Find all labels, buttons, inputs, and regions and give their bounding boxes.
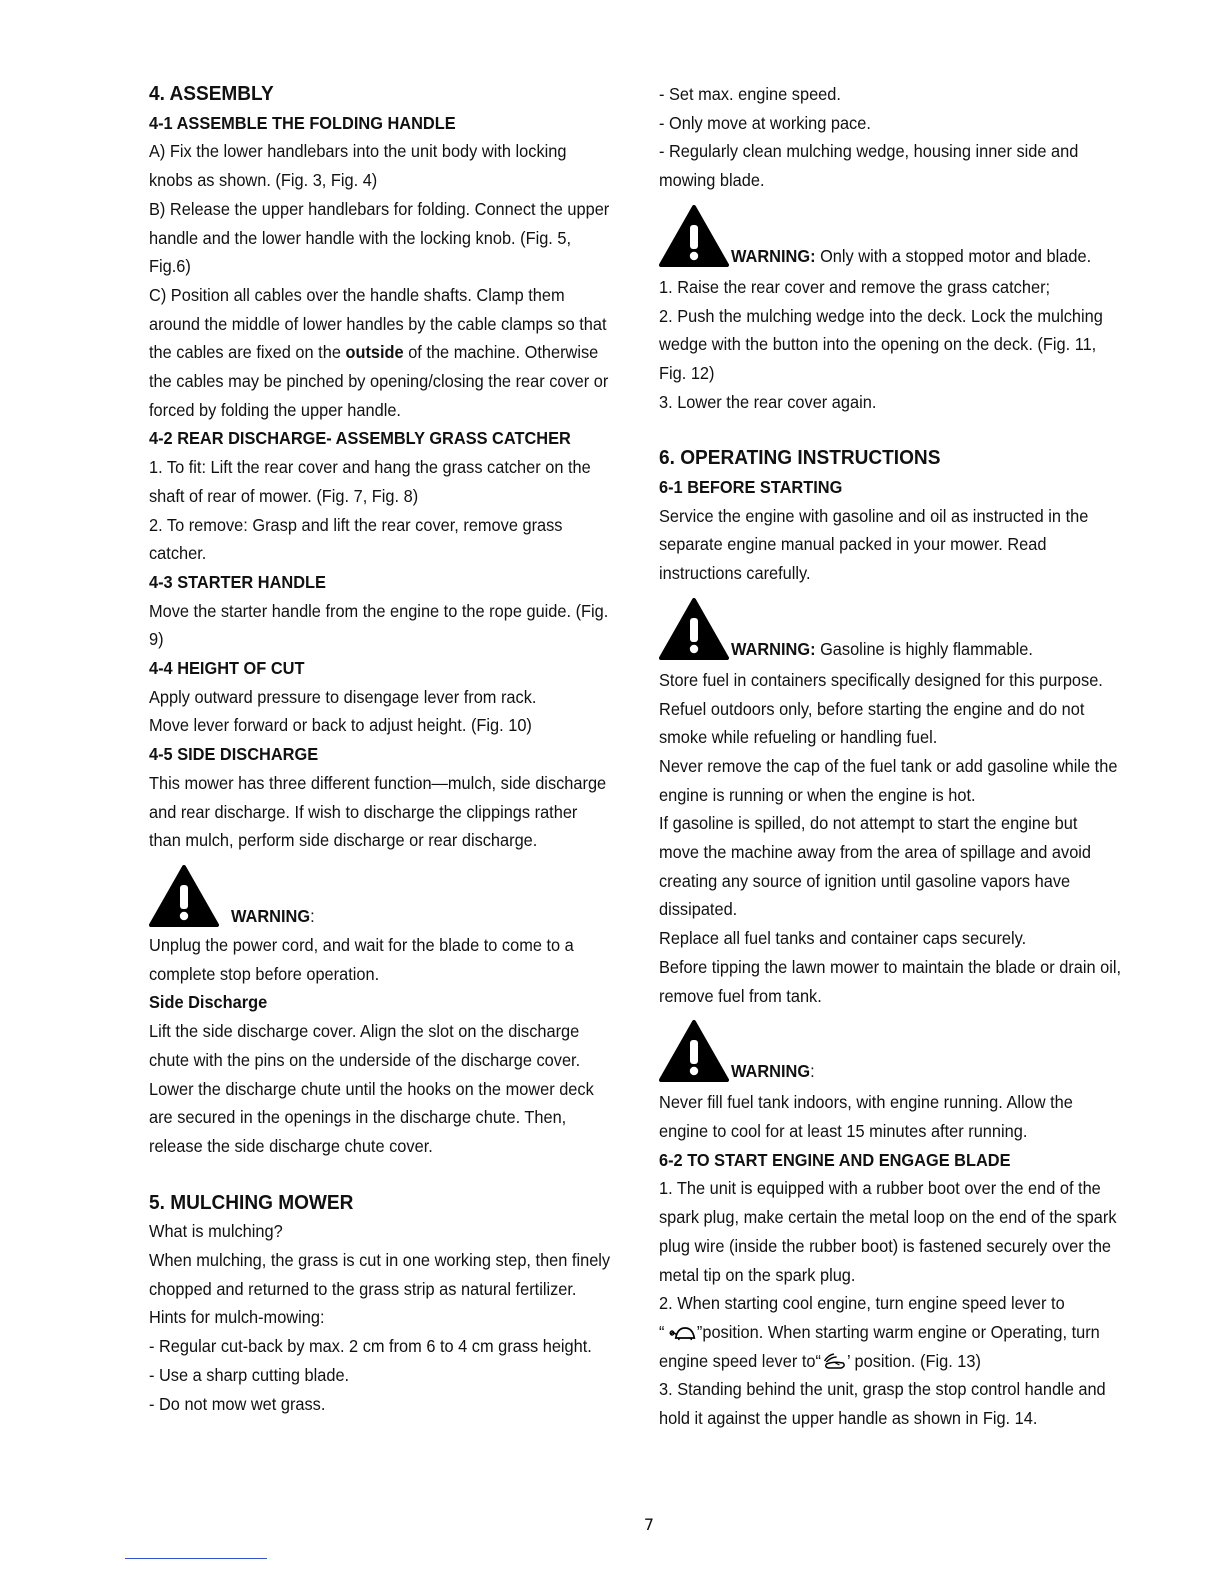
heading-4-2: 4-2 REAR DISCHARGE- ASSEMBLY GRASS CATCHER <box>149 428 571 449</box>
text-line: If gasoline is spilled, do not attempt to start the engine but <box>659 813 1078 834</box>
text-line <box>659 1347 1110 1376</box>
text-line: What is mulching? <box>149 1221 283 1242</box>
warning-block <box>659 1020 1144 1082</box>
text-line: shaft of rear of mower. (Fig. 7, Fig. 8) <box>149 485 419 506</box>
text-line: instructions carefully. <box>659 563 811 584</box>
text-line: Lift the side discharge cover. Align the slot on the discharge <box>149 1021 580 1042</box>
text-line: complete stop before operation. <box>149 963 380 984</box>
text-line: Never remove the cap of the fuel tank or add gasoline while the <box>659 755 1118 776</box>
text-line: 1. The unit is equipped with a rubber boot over the end of the <box>659 1178 1101 1199</box>
heading-operating-instructions: 6. OPERATING INSTRUCTIONS <box>659 446 941 470</box>
text-line: are secured in the openings in the discharge chute. Then, <box>149 1107 567 1128</box>
text-line <box>149 338 599 367</box>
text-line: - Set max. engine speed. <box>659 84 841 104</box>
text-line: catcher. <box>149 543 207 564</box>
text-line: This mower has three different function—mulch, side discharge <box>149 772 607 793</box>
text-line: metal tip on the spark plug. <box>659 1264 856 1285</box>
warning-triangle-icon <box>659 598 729 660</box>
heading-4-5: 4-5 SIDE DISCHARGE <box>149 744 319 765</box>
text-line: Fig.6) <box>149 256 191 277</box>
text-line: forced by folding the upper handle. <box>149 399 401 420</box>
text-line: dissipated. <box>659 899 738 920</box>
heading-4-1: 4-1 ASSEMBLE THE FOLDING HANDLE <box>149 112 456 133</box>
text-line: and rear discharge. If wish to discharge the clippings rather <box>149 801 578 822</box>
warning-triangle-icon <box>659 205 729 267</box>
text-line: C) Position all cables over the handle shafts. Clamp them <box>149 284 565 305</box>
left-column <box>149 80 629 1418</box>
warning-text: WARNING: Only with a stopped motor and blade. <box>731 245 1092 266</box>
text-line: chopped and returned to the grass strip as natural fertilizer. <box>149 1278 577 1299</box>
text-line: Apply outward pressure to disengage lever from rack. <box>149 686 537 707</box>
text-line: smoke while refueling or handling fuel. <box>659 727 938 748</box>
page-number: 7 <box>643 1515 655 1534</box>
heading-6-2: 6-2 TO START ENGINE AND ENGAGE BLADE <box>659 1149 1011 1170</box>
text-line: - Only move at working pace. <box>659 112 871 133</box>
text-line: 3. Lower the rear cover again. <box>659 391 877 412</box>
text-line: than mulch, perform side discharge or rear discharge. <box>149 830 538 851</box>
text-line: Store fuel in containers specifically designed for this purpose. <box>659 669 1103 690</box>
text-line: Move lever forward or back to adjust height. (Fig. 10) <box>149 715 532 736</box>
text-line: A) Fix the lower handlebars into the unit body with locking <box>149 141 567 162</box>
text-line: 1. Raise the rear cover and remove the grass catcher; <box>659 276 1051 297</box>
text-line: Service the engine with gasoline and oil as instructed in the <box>659 505 1089 526</box>
rabbit-icon <box>821 1353 847 1371</box>
text-line: Lower the discharge chute until the hooks on the mower deck <box>149 1078 594 1099</box>
text-line: - Do not mow wet grass. <box>149 1393 326 1414</box>
text-line: When mulching, the grass is cut in one working step, then finely <box>149 1250 611 1271</box>
text-line: knobs as shown. (Fig. 3, Fig. 4) <box>149 170 378 191</box>
warning-block <box>149 865 629 927</box>
text-line: remove fuel from tank. <box>659 985 822 1006</box>
text-line: 3. Standing behind the unit, grasp the stop control handle and <box>659 1379 1106 1400</box>
text-line: Hints for mulch-mowing: <box>149 1307 325 1328</box>
text-line: hold it against the upper handle as shown in Fig. 14. <box>659 1408 1038 1429</box>
heading-mulching-mower: 5. MULCHING MOWER <box>149 1190 354 1214</box>
heading-4-3: 4-3 STARTER HANDLE <box>149 571 326 592</box>
warning-block <box>659 205 1144 267</box>
text-line: - Regularly clean mulching wedge, housing inner side and <box>659 141 1079 162</box>
text-line: Replace all fuel tanks and container caps securely. <box>659 928 1027 949</box>
text-line: Move the starter handle from the engine to the rope guide. (Fig. <box>149 600 609 621</box>
warning-block <box>659 598 1144 660</box>
text-line: Unplug the power cord, and wait for the blade to come to a <box>149 934 574 955</box>
text-line: Refuel outdoors only, before starting the engine and do not <box>659 698 1085 719</box>
text-line: B) Release the upper handlebars for folding. Connect the upper <box>149 198 610 219</box>
emphasis-outside: outside <box>345 342 404 363</box>
text-line: - Use a sharp cutting blade. <box>149 1364 350 1385</box>
spacer <box>149 1161 629 1189</box>
heading-4-4: 4-4 HEIGHT OF CUT <box>149 658 305 679</box>
text-span: engine speed lever to“ <box>659 1350 821 1371</box>
text-line: the cables may be pinched by opening/closing the rear cover or <box>149 371 609 392</box>
text-line: around the middle of lower handles by the cable clamps so that <box>149 313 607 334</box>
right-column <box>659 80 1144 1433</box>
heading-6-1: 6-1 BEFORE STARTING <box>659 477 843 498</box>
spacer <box>659 416 1144 444</box>
text-line: 2. To remove: Grasp and lift the rear cover, remove grass <box>149 514 563 535</box>
text-line: spark plug, make certain the metal loop on the end of the spark <box>659 1207 1117 1228</box>
warning-text: WARNING: Gasoline is highly flammable. <box>731 638 1033 659</box>
warning-triangle-icon <box>659 1020 729 1082</box>
text-line: Before tipping the lawn mower to maintain the blade or drain oil, <box>659 956 1122 977</box>
text-line: Never fill fuel tank indoors, with engine running. Allow the <box>659 1092 1073 1113</box>
text-line: mowing blade. <box>659 170 765 191</box>
text-line: wedge with the button into the opening on the deck. (Fig. 11, <box>659 334 1097 355</box>
text-line: engine to cool for at least 15 minutes after running. <box>659 1120 1028 1141</box>
text-line: - Regular cut-back by max. 2 cm from 6 to 4 cm grass height. <box>149 1336 592 1357</box>
text-line: release the side discharge chute cover. <box>149 1135 433 1156</box>
text-span: ”position. When starting warm engine or Operating, turn <box>696 1321 1100 1342</box>
text-line: handle and the lower handle with the locking knob. (Fig. 5, <box>149 227 572 248</box>
text-span: “ <box>659 1321 665 1342</box>
text-line: chute with the pins on the underside of the discharge cover. <box>149 1049 581 1070</box>
footnote-rule <box>125 1558 267 1559</box>
heading-assembly: 4. ASSEMBLY <box>149 82 274 105</box>
warning-label: WARNING: <box>731 1061 815 1082</box>
warning-label: WARNING: <box>231 905 315 926</box>
text-line: 2. When starting cool engine, turn engine speed lever to <box>659 1293 1065 1314</box>
heading-side-discharge: Side Discharge <box>149 992 268 1013</box>
turtle-icon <box>669 1325 697 1341</box>
warning-triangle-icon <box>149 865 219 927</box>
text-line: 2. Push the mulching wedge into the deck. Lock the mulching <box>659 305 1103 326</box>
text-span: ’ position. (Fig. 13) <box>846 1350 981 1371</box>
text-line: move the machine away from the area of spillage and avoid <box>659 842 1092 863</box>
text-line: separate engine manual packed in your mower. Read <box>659 534 1047 555</box>
text-line: Fig. 12) <box>659 362 715 383</box>
text-line: engine is running or when the engine is hot. <box>659 784 976 805</box>
text-line: creating any source of ignition until gasoline vapors have <box>659 870 1071 891</box>
text-line: 9) <box>149 629 164 650</box>
text-span: the cables are fixed on the <box>149 342 346 363</box>
text-line: plug wire (inside the rubber boot) is fastened securely over the <box>659 1235 1112 1256</box>
text-line <box>659 1318 1110 1347</box>
text-line: 1. To fit: Lift the rear cover and hang the grass catcher on the <box>149 457 591 478</box>
text-span: of the machine. Otherwise <box>403 342 599 363</box>
